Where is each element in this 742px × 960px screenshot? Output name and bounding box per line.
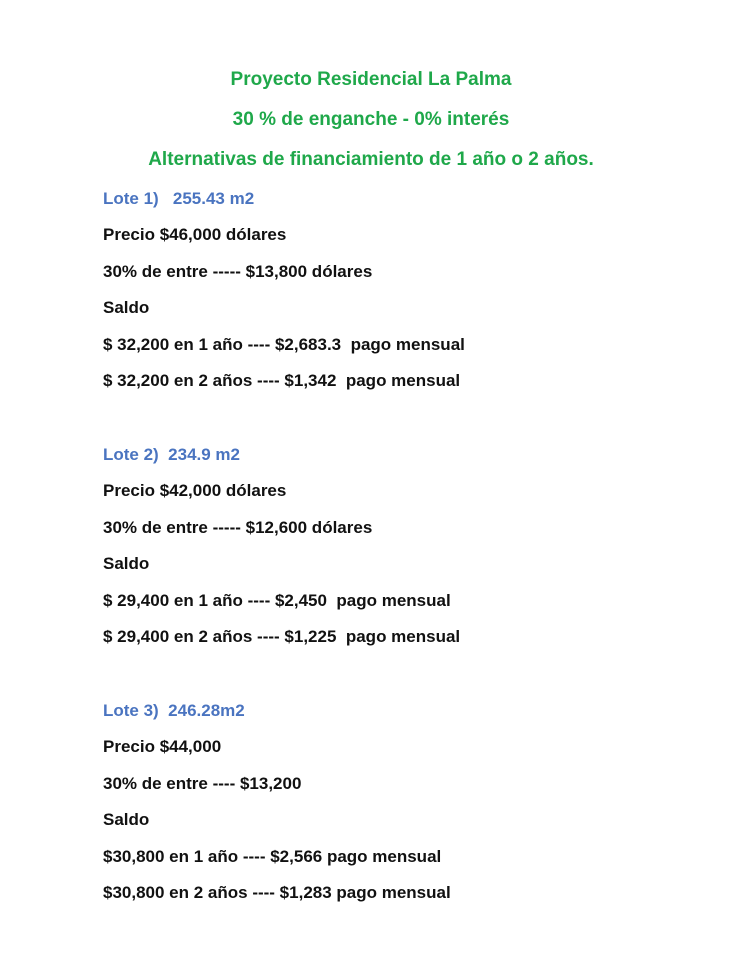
lot-price: Precio $44,000 [103, 737, 222, 756]
lot-title: Lote 3) 246.28m2 [103, 701, 245, 720]
lot-title: Lote 1) 255.43 m2 [103, 189, 255, 208]
lot-plan-2-years: $ 29,400 en 2 años ---- $1,225 pago mensual [103, 627, 461, 646]
lot-balance-label: Saldo [103, 810, 150, 829]
lot-price: Precio $42,000 dólares [103, 481, 287, 500]
lot-down-payment: 30% de entre ---- $13,200 [103, 773, 302, 793]
lot-plan-2-years: $30,800 en 2 años ---- $1,283 pago mensual [103, 883, 451, 902]
lot-plan-1-year: $30,800 en 1 año ---- $2,566 pago mensual [103, 846, 442, 866]
lot-plan-1-year: $ 32,200 en 1 año ---- $2,683.3 pago mensual [103, 334, 465, 354]
document-title: Proyecto Residencial La Palma [230, 69, 512, 90]
lot-price: Precio $46,000 dólares [103, 225, 287, 244]
lot-title: Lote 2) 234.9 m2 [103, 445, 241, 464]
lot-down-payment: 30% de entre ----- $13,800 dólares [103, 261, 373, 281]
document-subtitle: 30 % de enganche - 0% interés [232, 109, 510, 130]
lot-plan-1-year: $ 29,400 en 1 año ---- $2,450 pago mensual [103, 590, 451, 610]
lot-section-1 [103, 187, 723, 406]
lot-plan-2-years: $ 32,200 en 2 años ---- $1,342 pago mensual [103, 371, 461, 390]
lot-section-2 [103, 443, 723, 662]
lot-balance-label: Saldo [103, 298, 150, 317]
lot-down-payment: 30% de entre ----- $12,600 dólares [103, 517, 373, 537]
lot-balance-label: Saldo [103, 554, 150, 573]
lot-section-3 [103, 699, 723, 918]
document-tagline: Alternativas de financiamiento de 1 año o 2 años. [148, 149, 594, 170]
